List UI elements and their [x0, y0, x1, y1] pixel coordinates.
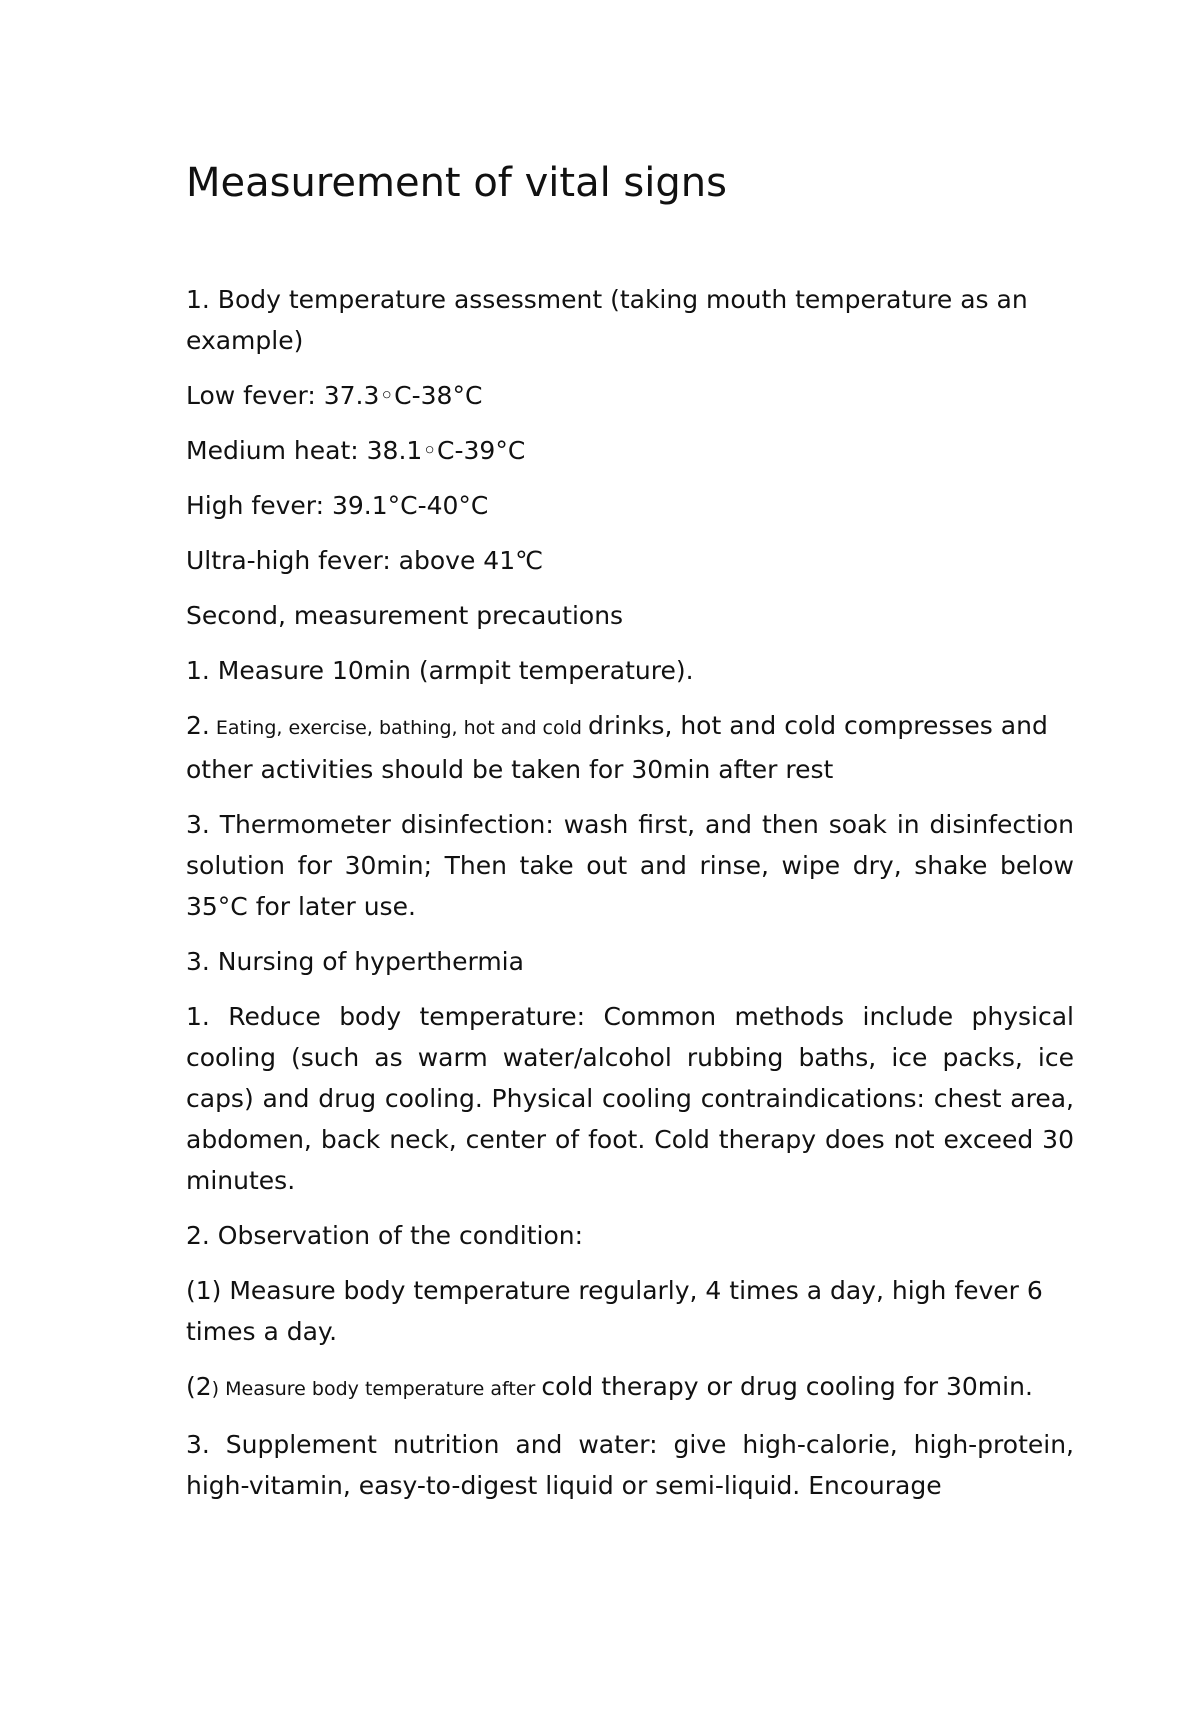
precaution-item-2: [186, 705, 1074, 790]
observation-item-2-small-text: ) Measure body temperature after: [211, 1378, 542, 1400]
precaution-item-2-small-text: Eating, exercise, bathing, hot and cold: [209, 717, 588, 739]
hyperthermia-item-2: 2. Observation of the condition:: [186, 1221, 584, 1250]
ultra-high-fever-range: Ultra-high fever: above 41℃: [186, 546, 544, 575]
medium-heat-range: Medium heat: 38.1◦C-39°C: [186, 436, 526, 465]
section-heading-precautions: Second, measurement precautions: [186, 601, 624, 630]
document-title: Measurement of vital signs: [186, 160, 727, 206]
observation-item-2-number: (2: [186, 1372, 212, 1401]
observation-item-2-text: cold therapy or drug cooling for 30min.: [541, 1372, 1033, 1401]
precaution-item-2-number: 2.: [186, 711, 210, 740]
low-fever-range: Low fever: 37.3◦C-38°C: [186, 381, 483, 410]
high-fever-range: High fever: 39.1°C-40°C: [186, 491, 489, 520]
precaution-item-2-text: drinks, hot and cold compresses and other activities should be taken for 30min after rest: [186, 711, 1048, 784]
precaution-item-1: 1. Measure 10min (armpit temperature).: [186, 656, 694, 685]
observation-item-1: (1) Measure body temperature regularly, 4 times a day, high fever 6 times a day.: [186, 1276, 1043, 1346]
section-heading-hyperthermia: 3. Nursing of hyperthermia: [186, 947, 524, 976]
section-heading-body-temperature: 1. Body temperature assessment (taking mouth temperature as an example): [186, 285, 1028, 355]
observation-item-2: [186, 1366, 1074, 1410]
hyperthermia-item-3: 3. Supplement nutrition and water: give high-calorie, high-protein, high-vitamin, easy-to-digest liquid or semi-liquid. Encourage: [186, 1430, 1074, 1500]
hyperthermia-item-1: 1. Reduce body temperature: Common methods include physical cooling (such as warm water/alcohol rubbing baths, ice packs, ice caps) and drug cooling. Physical cooling contraindications: chest area, abdomen, back neck, center of foot. Cold therapy does not exceed 30 minutes.: [186, 1002, 1074, 1195]
precaution-item-3: 3. Thermometer disinfection: wash first, and then soak in disinfection solution for 30min; Then take out and rinse, wipe dry, shake below 35°C for later use.: [186, 810, 1074, 921]
document-body: [186, 279, 1074, 1520]
